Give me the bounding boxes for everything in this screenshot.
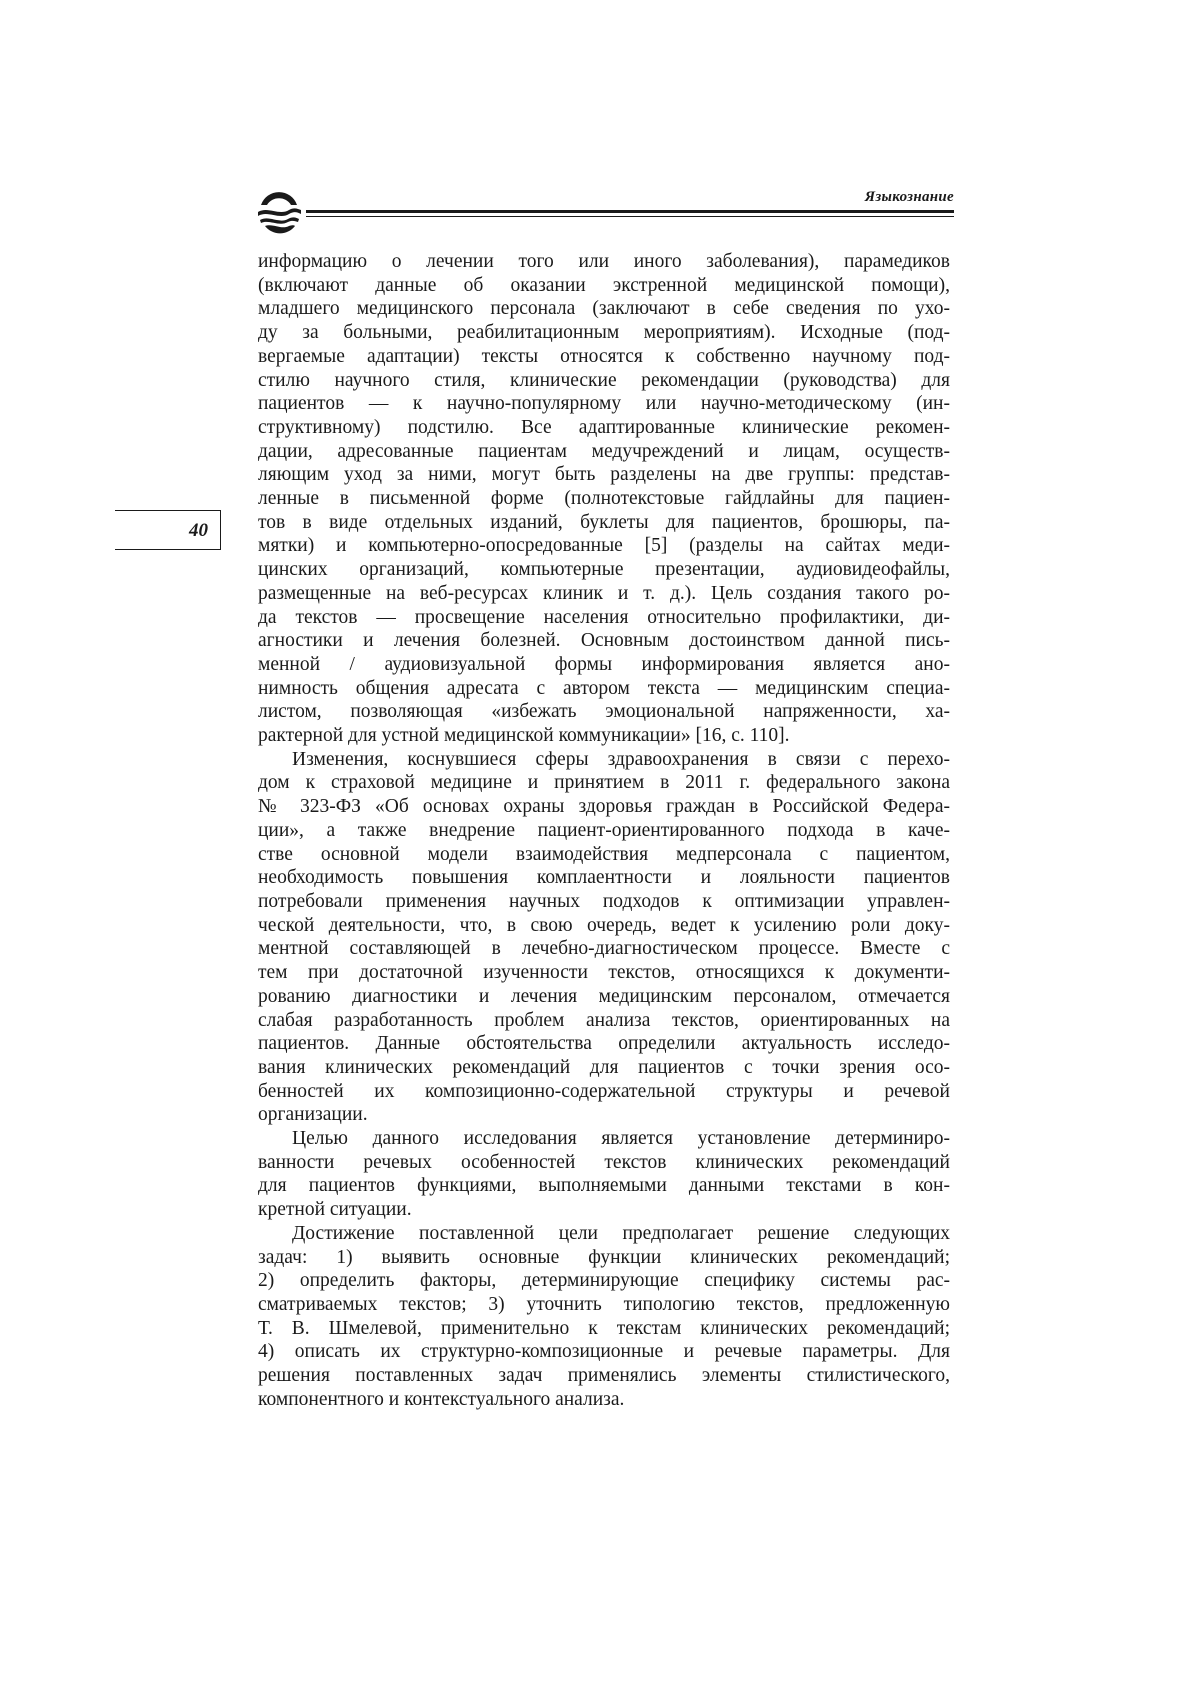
text-line: тем при достаточной изученности текстов, относящихся к документи-	[258, 962, 950, 984]
text-line: да текстов — просвещение населения относительно профилактики, ди-	[258, 606, 950, 628]
text-line: вергаемые адаптации) тексты относятся к собственно научному под-	[258, 345, 950, 367]
text-line: тов в виде отдельных изданий, буклеты для пациентов, брошюры, па-	[258, 511, 950, 533]
header-rule-thick	[306, 210, 954, 213]
text-line: необходимость повышения комплаентности и лояльности пациентов	[258, 867, 950, 889]
text-line: младшего медицинского персонала (заключают в себе сведения по ухо-	[258, 298, 950, 320]
text-line: дации, адресованные пациентам медучреждений и лицам, осуществ-	[258, 440, 950, 462]
text-line: пациентов — к научно-популярному или научно-методическому (ин-	[258, 393, 950, 415]
text-line: ляющим уход за ними, могут быть разделены на две группы: представ-	[258, 464, 950, 486]
text-line: Изменения, коснувшиеся сферы здравоохранения в связи с перехо-	[292, 748, 950, 770]
text-line: ленные в письменной форме (полнотекстовые гайдлайны для пациен-	[258, 488, 950, 510]
text-line: ции», а также внедрение пациент-ориентированного подхода в каче-	[258, 819, 950, 841]
text-line: ду за больными, реабилитационным мероприятиям). Исходные (под-	[258, 322, 950, 344]
page-number-box	[115, 510, 221, 550]
text-line: вания клинических рекомендаций для пациентов с точки зрения осо-	[258, 1056, 950, 1078]
text-line: 4) описать их структурно-композиционные и речевые параметры. Для	[258, 1341, 950, 1363]
text-line: № 323-ФЗ «Об основах охраны здоровья граждан в Российской Федера-	[258, 796, 950, 818]
text-line: 2) определить факторы, детерминирующие специфику системы рас-	[258, 1270, 950, 1292]
text-line: агностики и лечения болезней. Основным достоинством данной пись-	[258, 630, 950, 652]
text-line: Целью данного исследования является установление детерминиро-	[292, 1128, 950, 1150]
text-line: компонентного и контекстуального анализа.	[258, 1388, 625, 1410]
body-text	[258, 250, 950, 1411]
text-line: ванности речевых особенностей текстов клинических рекомендаций	[258, 1151, 950, 1173]
text-line: потребовали применения научных подходов к оптимизации управлен-	[258, 890, 950, 912]
text-line: размещенные на веб-ресурсах клиник и т. д.). Цель создания такого ро-	[258, 582, 950, 604]
page-number: 40	[189, 520, 208, 541]
text-line: листом, позволяющая «избежать эмоциональной напряженности, ха-	[258, 701, 950, 723]
text-line: нимность общения адресата с автором текста — медицинским специа-	[258, 677, 950, 699]
text-line: стве основной модели взаимодействия медперсонала с пациентом,	[258, 843, 950, 865]
text-line: организации.	[258, 1104, 368, 1126]
text-line: бенностей их композиционно-содержательной структуры и речевой	[258, 1080, 950, 1102]
text-line: цинских организаций, компьютерные презентации, аудиовидеофайлы,	[258, 559, 950, 581]
text-line: рованию диагностики и лечения медицинским персоналом, отмечается	[258, 985, 950, 1007]
text-line: стилю научного стиля, клинические рекомендации (руководства) для	[258, 369, 950, 391]
text-line: информацию о лечении того или иного заболевания), парамедиков	[258, 251, 950, 272]
text-line: слабая разработанность проблем анализа текстов, ориентированных на	[258, 1009, 950, 1031]
text-line: менной / аудиовизуальной формы информирования является ано-	[258, 653, 950, 675]
text-line: пациентов. Данные обстоятельства определили актуальность исследо-	[258, 1033, 950, 1055]
text-line: задач: 1) выявить основные функции клинических рекомендаций;	[258, 1246, 950, 1268]
text-line: ментной составляющей в лечебно-диагностическом процессе. Вместе с	[258, 938, 950, 960]
text-line: дом к страховой медицине и принятием в 2011 г. федерального закона	[258, 772, 950, 794]
journal-logo-icon	[255, 189, 303, 235]
text-line: Т. В. Шмелевой, применительно к текстам клинических рекомендаций;	[258, 1317, 950, 1339]
text-line: структивному) подстилю. Все адаптированные клинические рекомен-	[258, 416, 950, 438]
header-rule-thin	[306, 216, 954, 217]
text-line: рактерной для устной медицинской коммуникации» [16, с. 110].	[258, 725, 790, 747]
text-line: (включают данные об оказании экстренной медицинской помощи),	[258, 274, 950, 296]
text-line: решения поставленных задач применялись элементы стилистического,	[258, 1365, 950, 1387]
text-line: кретной ситуации.	[258, 1199, 412, 1221]
text-line: ческой деятельности, что, в свою очередь, ведет к усилению роли доку-	[258, 914, 950, 936]
text-line: Достижение поставленной цели предполагает решение следующих	[292, 1222, 950, 1244]
text-line: сматриваемых текстов; 3) уточнить типологию текстов, предложенную	[258, 1293, 950, 1315]
section-title: Языкознание	[864, 189, 954, 205]
text-line: для пациентов функциями, выполняемыми данными текстами в кон-	[258, 1175, 950, 1197]
text-line: мятки) и компьютерно-опосредованные [5] (разделы на сайтах меди-	[258, 535, 950, 557]
